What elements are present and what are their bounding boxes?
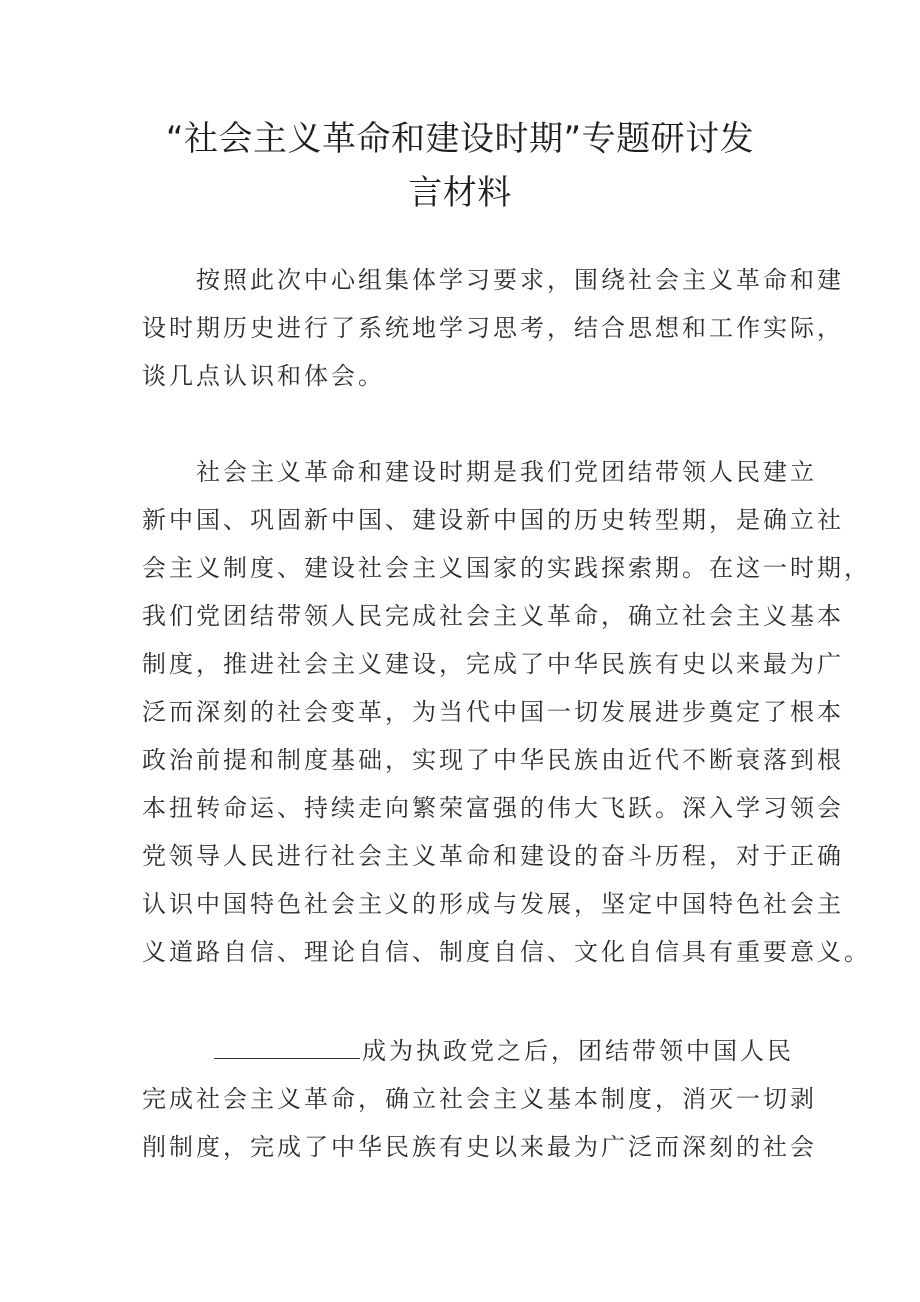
paragraph-line: 按照此次中心组集体学习要求，围绕社会主义革命和建 — [142, 266, 844, 294]
paragraph-line: 义道路自信、理论自信、制度自信、文化自信具有重要意义。 — [142, 938, 871, 966]
paragraph-history-period — [142, 448, 871, 976]
paragraph-line: 认识中国特色社会主义的形成与发展，坚定中国特色社会主 — [142, 890, 844, 918]
first-line-text: 成为执政党之后，团结带领中国人民 — [362, 1037, 794, 1065]
paragraph-first-line — [142, 1027, 792, 1075]
title-line-1: “社会主义革命和建设时期”专题研讨发 — [165, 119, 755, 159]
document-title — [140, 112, 780, 220]
paragraph-line: 泛而深刻的社会变革，为当代中国一切发展进步奠定了根本 — [142, 698, 844, 726]
paragraph-line: 政治前提和制度基础，实现了中华民族由近代不断衰落到根 — [142, 746, 844, 774]
paragraph-line: 谈几点认识和体会。 — [142, 362, 385, 390]
paragraph-ruling-party — [142, 1027, 817, 1171]
paragraph-line: 本扭转命运、持续走向繁荣富强的伟大飞跃。深入学习领会 — [142, 794, 844, 822]
paragraph-line: 会主义制度、建设社会主义国家的实践探索期。在这一时期， — [142, 554, 871, 582]
paragraph-line: 我们党团结带领人民完成社会主义革命，确立社会主义基本 — [142, 602, 844, 630]
paragraph-line: 新中国、巩固新中国、建设新中国的历史转型期，是确立社 — [142, 506, 844, 534]
paragraph-line: 社会主义革命和建设时期是我们党团结带领人民建立 — [142, 458, 817, 486]
fill-in-blank — [214, 1032, 360, 1059]
paragraph-line: 完成社会主义革命，确立社会主义基本制度，消灭一切剥 — [142, 1085, 817, 1113]
paragraph-line: 制度，推进社会主义建设，完成了中华民族有史以来最为广 — [142, 650, 844, 678]
title-line-2: 言材料 — [408, 173, 512, 213]
paragraph-line: 设时期历史进行了系统地学习思考，结合思想和工作实际， — [142, 314, 844, 342]
paragraph-line: 削制度，完成了中华民族有史以来最为广泛而深刻的社会 — [142, 1133, 817, 1161]
paragraph-line: 党领导人民进行社会主义革命和建设的奋斗历程，对于正确 — [142, 842, 844, 870]
paragraph-intro — [142, 256, 844, 400]
